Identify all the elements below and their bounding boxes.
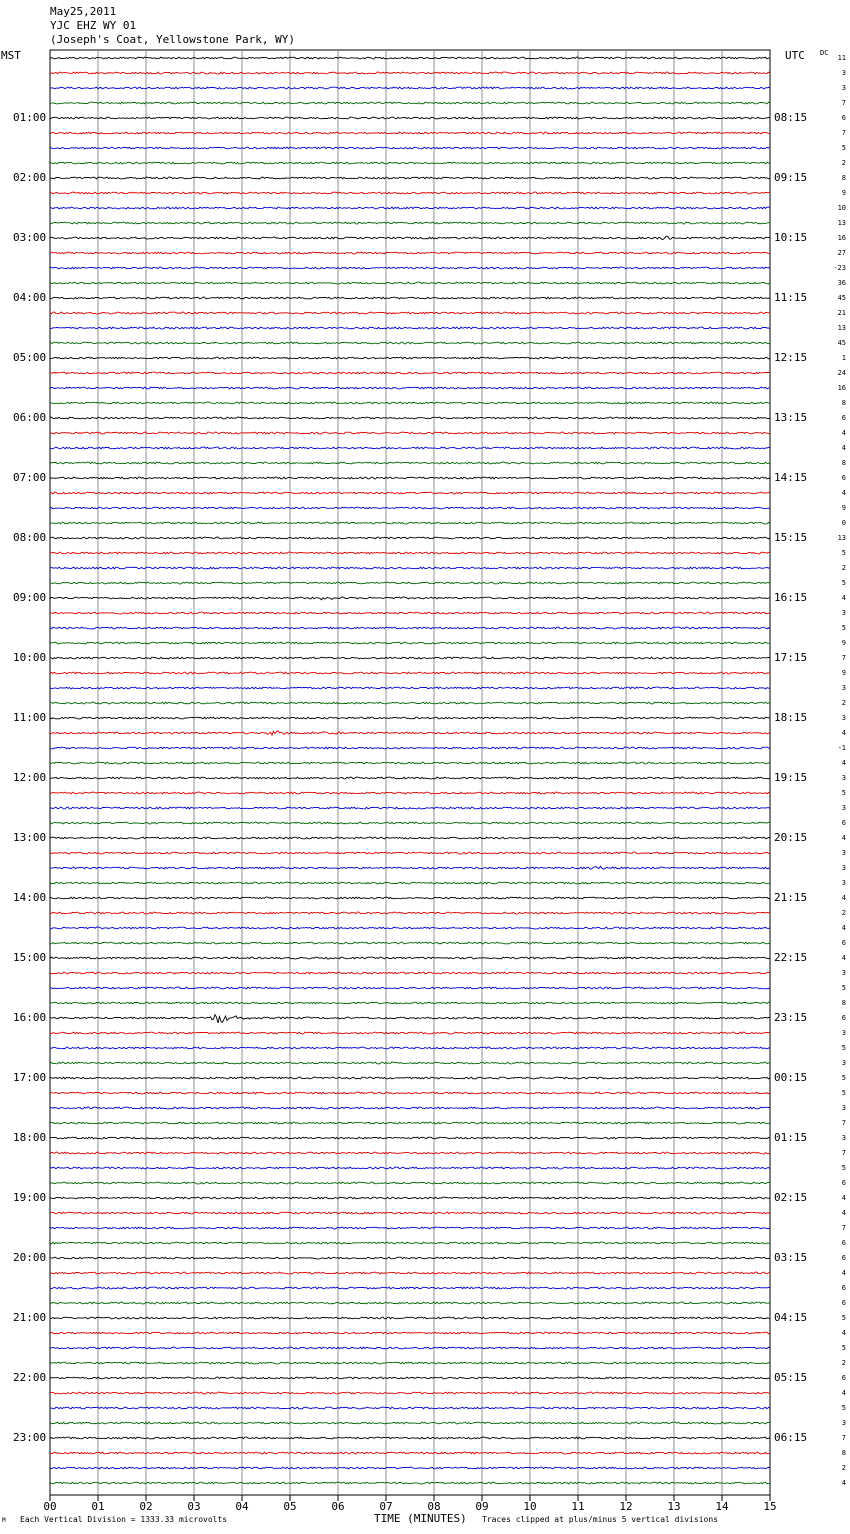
seismic-trace <box>50 72 770 74</box>
seismic-trace <box>50 372 770 374</box>
dc-offset-value: 5 <box>841 1089 846 1097</box>
corner-mark: M <box>2 1517 6 1524</box>
dc-offset-value: 4 <box>841 1329 846 1337</box>
seismic-trace <box>50 627 770 629</box>
utc-hour-label: 00:15 <box>774 1071 808 1084</box>
dc-offset-value: 45 <box>837 339 846 347</box>
utc-hour-label: 05:15 <box>774 1371 808 1384</box>
dc-offset-value: 6 <box>841 939 846 947</box>
utc-hour-label: 09:15 <box>774 171 808 184</box>
utc-hour-label: 01:15 <box>774 1131 808 1144</box>
dc-offset-value: 5 <box>841 1074 846 1082</box>
seismic-trace <box>50 1077 770 1079</box>
utc-hour-label: 10:15 <box>774 231 808 244</box>
mst-hour-label: 02:00 <box>13 171 47 184</box>
dc-offset-value: 3 <box>841 804 846 812</box>
x-axis-label: TIME (MINUTES) <box>374 1512 467 1525</box>
utc-hour-label: 13:15 <box>774 411 808 424</box>
dc-offset-value: 13 <box>837 324 846 332</box>
seismic-trace <box>50 1422 770 1424</box>
seismic-trace <box>50 731 770 735</box>
seismic-trace <box>50 1272 770 1274</box>
seismic-trace <box>50 387 770 389</box>
dc-offset-value: 5 <box>841 144 846 152</box>
seismic-trace <box>50 597 770 600</box>
seismic-trace <box>50 162 770 164</box>
seismic-trace <box>50 462 770 464</box>
dc-offset-value: 16 <box>837 384 846 392</box>
x-tick-label: 08 <box>427 1500 441 1513</box>
dc-offset-value: 4 <box>841 1194 846 1202</box>
seismic-trace <box>50 717 770 719</box>
dc-offset-value: 3 <box>841 609 846 617</box>
dc-offset-value: 3 <box>841 1029 846 1037</box>
seismic-trace <box>50 1317 770 1319</box>
seismic-trace <box>50 777 770 779</box>
seismic-trace <box>50 1227 770 1229</box>
dc-offset-value: 36 <box>837 279 846 287</box>
seismic-trace <box>50 642 770 644</box>
seismic-trace <box>50 1167 770 1169</box>
x-tick-label: 06 <box>331 1500 345 1513</box>
seismic-trace <box>50 1047 770 1049</box>
seismic-trace <box>50 117 770 119</box>
utc-hour-label: 11:15 <box>774 291 808 304</box>
dc-offset-value: 24 <box>837 369 846 377</box>
dc-offset-value: 7 <box>841 1119 846 1127</box>
dc-offset-value: 11 <box>837 54 846 62</box>
mst-hour-label: 05:00 <box>13 351 47 364</box>
seismic-trace <box>50 57 770 59</box>
seismic-trace <box>50 177 770 179</box>
dc-offset-value: 9 <box>841 669 846 677</box>
utc-hour-label: 04:15 <box>774 1311 808 1324</box>
dc-offset-value: 2 <box>841 1464 846 1472</box>
seismic-trace <box>50 132 770 134</box>
dc-offset-value: 6 <box>841 1284 846 1292</box>
dc-offset-value: 3 <box>841 1104 846 1112</box>
x-tick-label: 13 <box>667 1500 681 1513</box>
dc-offset-value: -23 <box>833 264 846 272</box>
seismic-trace <box>50 492 770 494</box>
utc-hour-label: 18:15 <box>774 711 808 724</box>
dc-offset-value: 6 <box>841 1014 846 1022</box>
seismic-trace <box>50 1092 770 1094</box>
seismic-trace <box>50 1287 770 1289</box>
dc-offset-value: 8 <box>841 999 846 1007</box>
dc-offset-value: 4 <box>841 489 846 497</box>
utc-hour-label: 23:15 <box>774 1011 808 1024</box>
seismic-trace <box>50 972 770 974</box>
dc-offset-value: 6 <box>841 474 846 482</box>
dc-offset-value: 4 <box>841 429 846 437</box>
mst-hour-label: 21:00 <box>13 1311 47 1324</box>
dc-offset-value: 2 <box>841 564 846 572</box>
seismic-trace <box>50 312 770 314</box>
dc-offset-value: 9 <box>841 504 846 512</box>
seismic-trace <box>50 342 770 344</box>
mst-hour-label: 04:00 <box>13 291 47 304</box>
seismic-trace <box>50 1107 770 1109</box>
seismic-trace <box>50 837 770 839</box>
seismic-trace <box>50 852 770 854</box>
dc-offset-value: 6 <box>841 1299 846 1307</box>
dc-offset-value: 4 <box>841 954 846 962</box>
mst-hour-label: 11:00 <box>13 711 47 724</box>
mst-hour-label: 17:00 <box>13 1071 47 1084</box>
scale-note: Each Vertical Division = 1333.33 microvolts <box>20 1515 228 1524</box>
dc-offset-value: 1 <box>841 354 846 362</box>
dc-offset-value: 5 <box>841 1314 846 1322</box>
seismic-trace <box>50 327 770 329</box>
dc-offset-value: 5 <box>841 1044 846 1052</box>
mst-hour-label: 10:00 <box>13 651 47 664</box>
dc-offset-value: 3 <box>841 1134 846 1142</box>
seismic-trace <box>50 1032 770 1034</box>
seismic-trace <box>50 1482 770 1484</box>
dc-offset-value: 6 <box>841 819 846 827</box>
dc-offset-value: 5 <box>841 579 846 587</box>
seismic-trace <box>50 942 770 944</box>
seismic-trace <box>50 672 770 674</box>
seismic-trace <box>50 1002 770 1004</box>
x-tick-label: 09 <box>475 1500 489 1513</box>
seismic-trace <box>50 1212 770 1214</box>
dc-offset-value: 5 <box>841 549 846 557</box>
seismic-trace <box>50 282 770 284</box>
dc-offset-value: 4 <box>841 444 846 452</box>
seismic-trace <box>50 222 770 224</box>
x-tick-label: 00 <box>43 1500 57 1513</box>
mst-hour-label: 06:00 <box>13 411 47 424</box>
seismic-trace <box>50 1347 770 1349</box>
seismic-trace <box>50 87 770 89</box>
x-tick-label: 14 <box>715 1500 729 1513</box>
seismic-trace <box>50 192 770 194</box>
dc-offset-value: 5 <box>841 1404 846 1412</box>
seismic-trace <box>50 447 770 449</box>
dc-offset-value: 9 <box>841 639 846 647</box>
dc-offset-value: 4 <box>841 834 846 842</box>
seismic-trace <box>50 507 770 509</box>
seismic-trace <box>50 147 770 149</box>
seismic-trace <box>50 1257 770 1259</box>
dc-offset-value: 4 <box>841 1389 846 1397</box>
dc-offset-value: 27 <box>837 249 846 257</box>
dc-offset-value: 6 <box>841 414 846 422</box>
seismic-trace <box>50 807 770 809</box>
mst-hour-label: 09:00 <box>13 591 47 604</box>
seismic-trace <box>50 792 770 794</box>
mst-hour-label: 07:00 <box>13 471 47 484</box>
dc-offset-value: 8 <box>841 459 846 467</box>
dc-offset-value: 3 <box>841 714 846 722</box>
x-tick-label: 04 <box>235 1500 249 1513</box>
seismic-trace <box>50 927 770 929</box>
dc-offset-value: 6 <box>841 1254 846 1262</box>
seismic-trace <box>50 1362 770 1364</box>
seismic-trace <box>50 1302 770 1304</box>
seismic-trace <box>50 747 770 749</box>
station-location: (Joseph's Coat, Yellowstone Park, WY) <box>50 33 296 46</box>
dc-offset-value: 4 <box>841 924 846 932</box>
mst-hour-label: 20:00 <box>13 1251 47 1264</box>
dc-offset-value: 3 <box>841 84 846 92</box>
seismic-trace <box>50 1377 770 1379</box>
seismic-trace <box>50 402 770 404</box>
dc-offset-value: 5 <box>841 789 846 797</box>
mst-hour-label: 14:00 <box>13 891 47 904</box>
x-tick-label: 15 <box>763 1500 777 1513</box>
seismic-trace <box>50 687 770 689</box>
dc-offset-value: 4 <box>841 1209 846 1217</box>
seismic-trace <box>50 1392 770 1394</box>
dc-offset-value: 7 <box>841 129 846 137</box>
dc-offset-value: 45 <box>837 294 846 302</box>
mst-hour-label: 08:00 <box>13 531 47 544</box>
dc-offset-value: 2 <box>841 699 846 707</box>
seismic-trace <box>50 297 770 299</box>
seismic-trace <box>50 1452 770 1454</box>
seismic-trace <box>50 657 770 659</box>
seismic-trace <box>50 102 770 104</box>
dc-offset-value: 5 <box>841 984 846 992</box>
dc-offset-value: 0 <box>841 519 846 527</box>
dc-offset-value: 3 <box>841 684 846 692</box>
x-tick-label: 10 <box>523 1500 537 1513</box>
seismic-trace <box>50 957 770 959</box>
seismic-trace <box>50 822 770 824</box>
dc-offset-value: 5 <box>841 1344 846 1352</box>
seismic-trace <box>50 207 770 209</box>
dc-offset-value: 7 <box>841 654 846 662</box>
mst-hour-label: 12:00 <box>13 771 47 784</box>
dc-offset-value: 6 <box>841 114 846 122</box>
dc-offset-value: 2 <box>841 909 846 917</box>
x-tick-label: 03 <box>187 1500 201 1513</box>
dc-offset-value: 4 <box>841 594 846 602</box>
utc-hour-label: 02:15 <box>774 1191 808 1204</box>
dc-label: DC <box>820 49 829 57</box>
seismic-trace <box>50 1062 770 1064</box>
mst-hour-label: 01:00 <box>13 111 47 124</box>
mst-hour-label: 22:00 <box>13 1371 47 1384</box>
dc-offset-value: 7 <box>841 1149 846 1157</box>
dc-offset-value: 4 <box>841 894 846 902</box>
seismic-trace <box>50 912 770 914</box>
seismic-trace <box>50 522 770 524</box>
dc-offset-value: 3 <box>841 774 846 782</box>
seismic-trace <box>50 267 770 269</box>
seismic-trace <box>50 252 770 254</box>
dc-offset-value: 4 <box>841 759 846 767</box>
dc-offset-value: 3 <box>841 969 846 977</box>
utc-hour-label: 06:15 <box>774 1431 808 1444</box>
seismic-trace <box>50 1137 770 1139</box>
dc-offset-value: 13 <box>837 219 846 227</box>
seismic-trace <box>50 1122 770 1124</box>
dc-offset-value: 3 <box>841 1059 846 1067</box>
mst-hour-label: 16:00 <box>13 1011 47 1024</box>
dc-offset-value: 8 <box>841 1449 846 1457</box>
utc-hour-label: 19:15 <box>774 771 808 784</box>
plot-date: May25,2011 <box>50 5 117 18</box>
seismic-trace <box>50 567 770 569</box>
dc-offset-value: 16 <box>837 234 846 242</box>
seismic-trace <box>50 357 770 359</box>
seismic-trace <box>50 1242 770 1244</box>
seismic-trace <box>50 417 770 419</box>
dc-offset-value: 9 <box>841 189 846 197</box>
dc-offset-value: 10 <box>837 204 846 212</box>
dc-offset-value: 3 <box>841 879 846 887</box>
station-code: YJC EHZ WY 01 <box>50 19 137 32</box>
dc-offset-value: 3 <box>841 1419 846 1427</box>
seismic-trace <box>50 1152 770 1154</box>
x-tick-label: 07 <box>379 1500 393 1513</box>
x-tick-label: 05 <box>283 1500 297 1513</box>
dc-offset-value: 6 <box>841 1239 846 1247</box>
mst-hour-label: 18:00 <box>13 1131 47 1144</box>
x-tick-label: 01 <box>91 1500 105 1513</box>
seismic-trace <box>50 702 770 704</box>
dc-offset-value: 3 <box>841 864 846 872</box>
utc-hour-label: 14:15 <box>774 471 808 484</box>
seismic-trace <box>50 1467 770 1469</box>
utc-hour-label: 21:15 <box>774 891 808 904</box>
dc-offset-value: 2 <box>841 1359 846 1367</box>
mst-hour-label: 03:00 <box>13 231 47 244</box>
mst-hour-label: 23:00 <box>13 1431 47 1444</box>
seismic-trace <box>50 1332 770 1334</box>
mst-hour-label: 15:00 <box>13 951 47 964</box>
mst-zone-label: MST <box>1 49 21 62</box>
dc-offset-value: 21 <box>837 309 846 317</box>
seismic-trace <box>50 897 770 899</box>
seismic-trace <box>50 432 770 434</box>
seismic-trace <box>50 762 770 764</box>
utc-hour-label: 15:15 <box>774 531 808 544</box>
dc-offset-value: 4 <box>841 1269 846 1277</box>
dc-offset-value: 4 <box>841 729 846 737</box>
seismic-trace <box>50 1407 770 1409</box>
seismic-trace <box>50 866 770 869</box>
mst-hour-label: 13:00 <box>13 831 47 844</box>
seismic-trace <box>50 1015 770 1023</box>
x-tick-label: 12 <box>619 1500 633 1513</box>
utc-hour-label: 08:15 <box>774 111 808 124</box>
dc-offset-value: 7 <box>841 99 846 107</box>
utc-hour-label: 03:15 <box>774 1251 808 1264</box>
dc-offset-value: 5 <box>841 1164 846 1172</box>
utc-hour-label: 22:15 <box>774 951 808 964</box>
seismic-trace <box>50 537 770 539</box>
seismic-trace <box>50 477 770 479</box>
utc-zone-label: UTC <box>785 49 805 62</box>
dc-offset-value: 4 <box>841 1479 846 1487</box>
dc-offset-value: 13 <box>837 534 846 542</box>
dc-offset-value: 3 <box>841 849 846 857</box>
utc-hour-label: 20:15 <box>774 831 808 844</box>
seismic-trace <box>50 612 770 614</box>
utc-hour-label: 12:15 <box>774 351 808 364</box>
dc-offset-value: 3 <box>841 69 846 77</box>
x-tick-label: 11 <box>571 1500 585 1513</box>
dc-offset-value: 6 <box>841 1374 846 1382</box>
dc-offset-value: 8 <box>841 399 846 407</box>
plot-frame <box>50 50 770 1495</box>
seismic-trace <box>50 1437 770 1439</box>
dc-offset-value: 7 <box>841 1434 846 1442</box>
dc-offset-value: 2 <box>841 159 846 167</box>
utc-hour-label: 17:15 <box>774 651 808 664</box>
dc-offset-value: 6 <box>841 1179 846 1187</box>
mst-hour-label: 19:00 <box>13 1191 47 1204</box>
seismic-trace <box>50 1197 770 1199</box>
seismic-trace <box>50 987 770 989</box>
seismic-trace <box>50 552 770 554</box>
dc-offset-value: -1 <box>837 744 846 752</box>
clip-note: Traces clipped at plus/minus 5 vertical divisions <box>482 1515 719 1524</box>
x-tick-label: 02 <box>139 1500 153 1513</box>
dc-offset-value: 7 <box>841 1224 846 1232</box>
seismic-trace <box>50 236 770 240</box>
seismic-trace <box>50 882 770 884</box>
dc-offset-value: 8 <box>841 174 846 182</box>
dc-offset-value: 5 <box>841 624 846 632</box>
utc-hour-label: 16:15 <box>774 591 808 604</box>
seismic-trace <box>50 582 770 584</box>
seismic-trace <box>50 1182 770 1184</box>
